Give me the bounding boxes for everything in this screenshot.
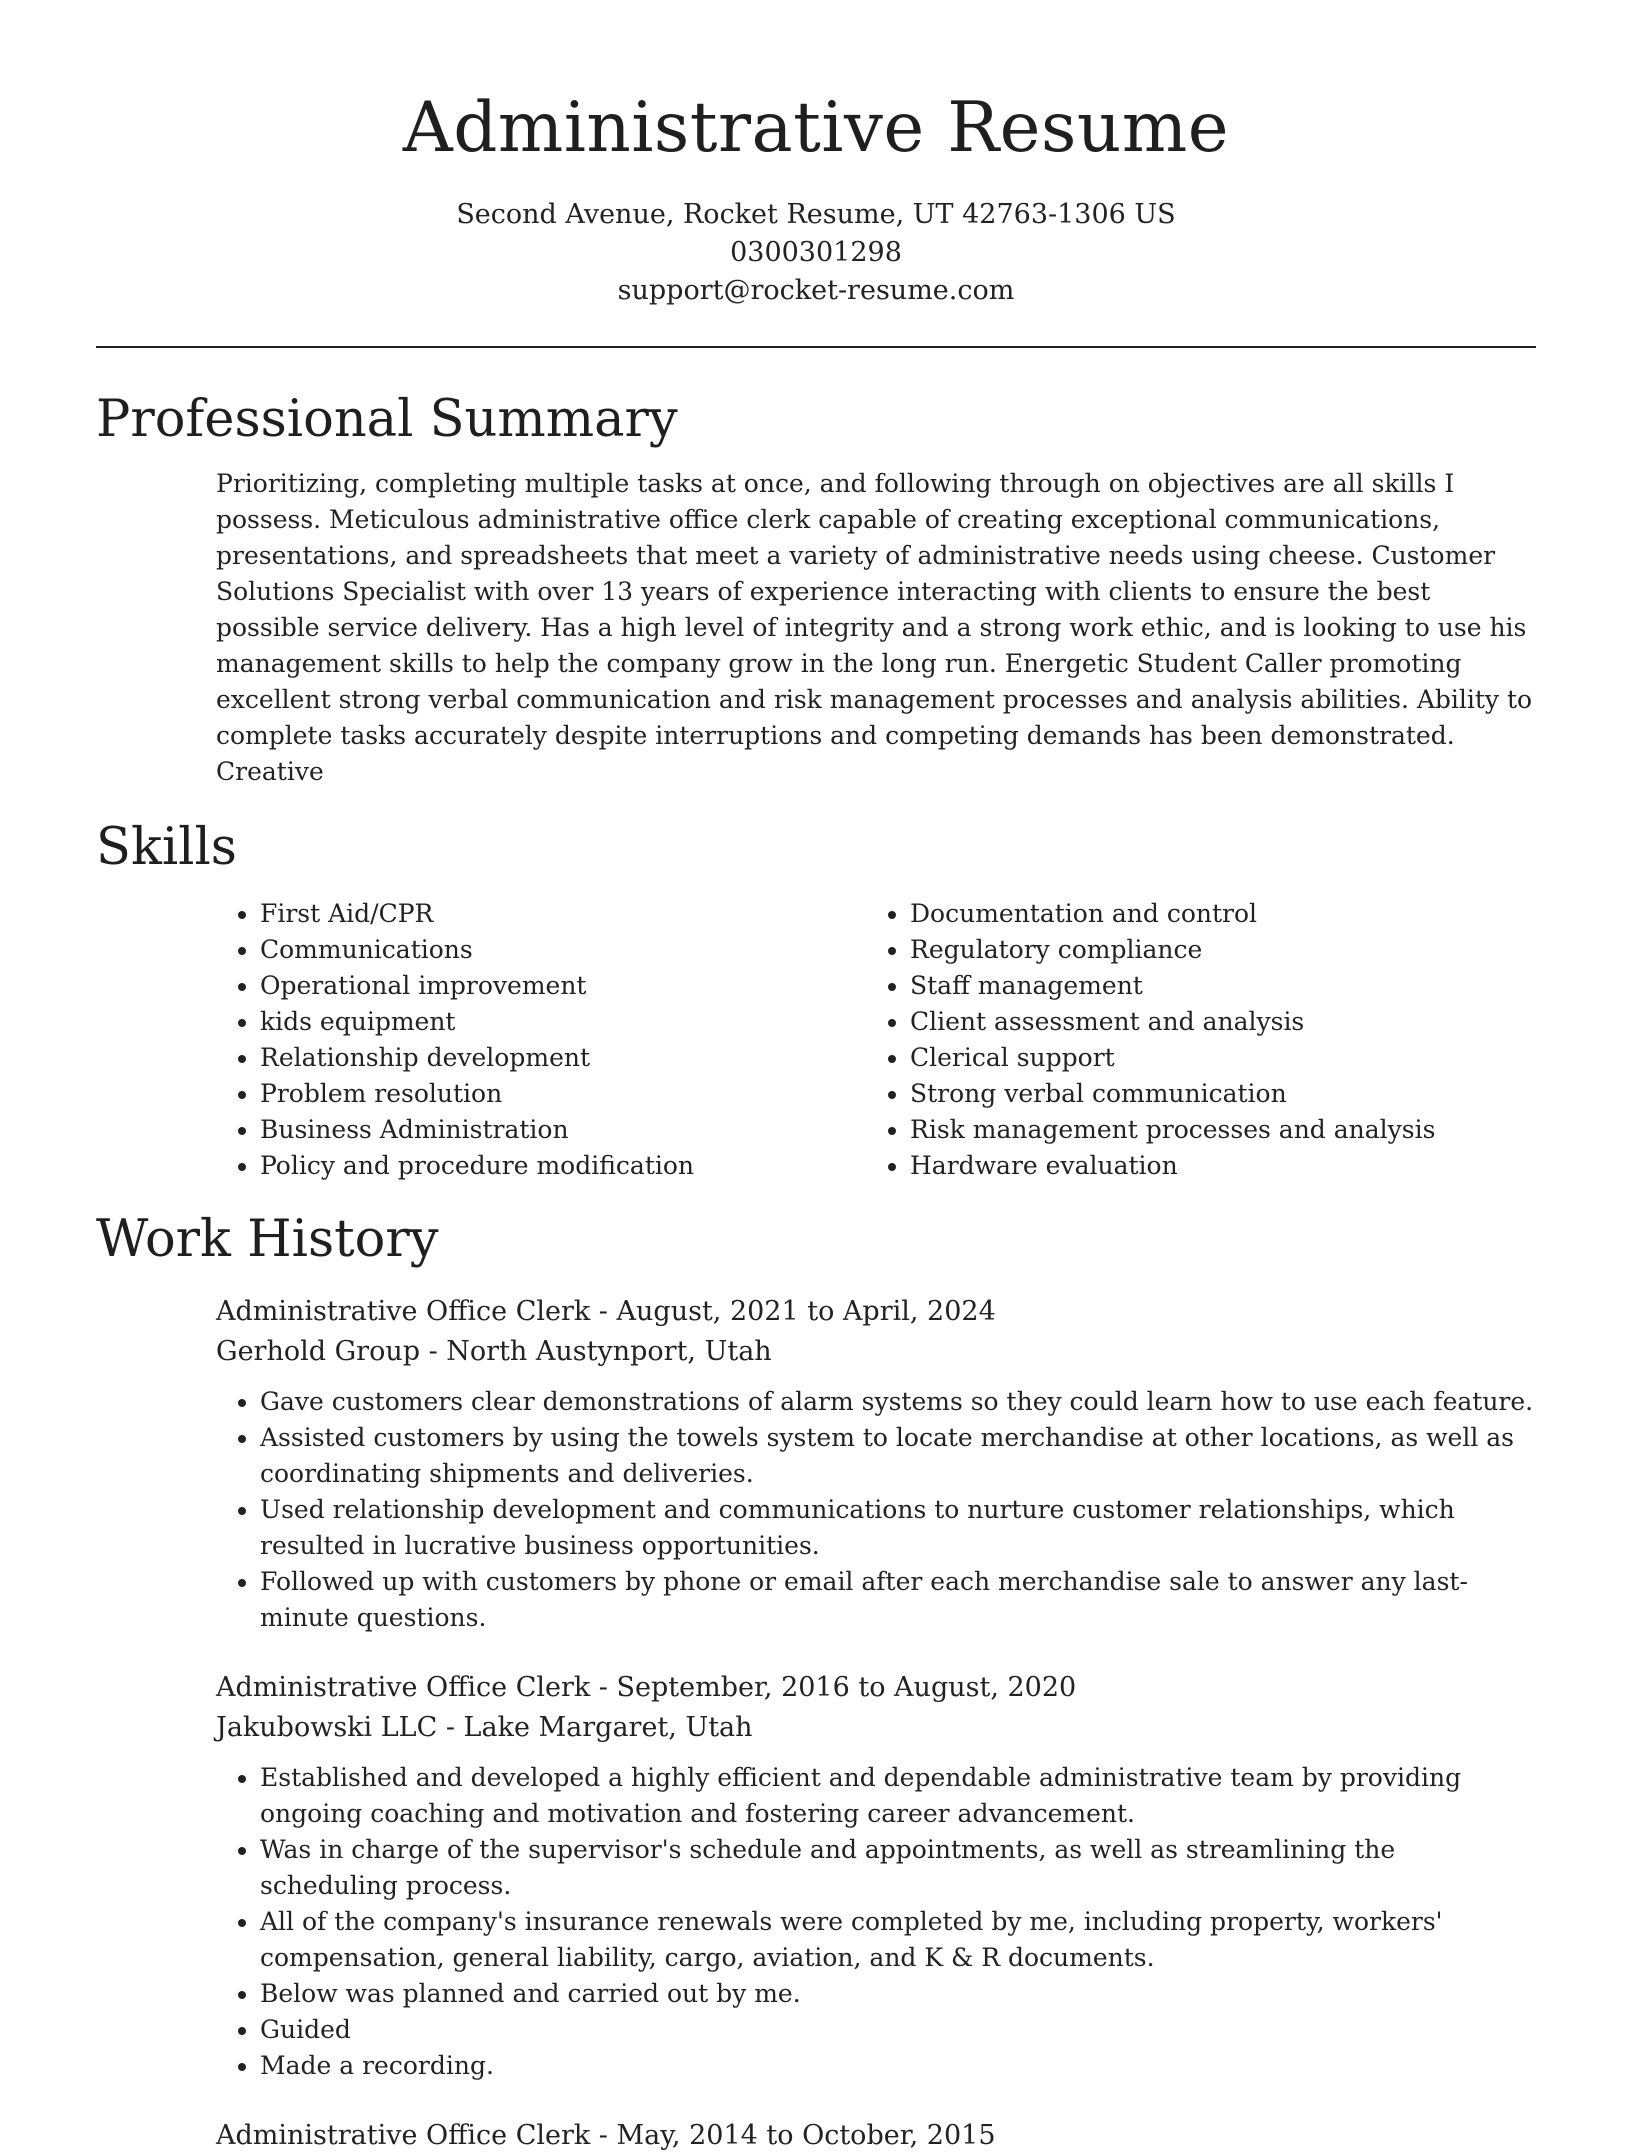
- job-duty-item: • Established and developed a highly efficient and dependable administrative team by providing ongoing coaching and motivation and fostering career advancement.: [260, 1760, 1536, 1832]
- contact-email: support@rocket-resume.com: [617, 275, 1015, 306]
- skill-item: • Problem resolution: [260, 1076, 866, 1112]
- contact-address: Second Avenue, Rocket Resume, UT 42763-1306 US: [456, 199, 1176, 230]
- skill-item: • kids equipment: [260, 1004, 866, 1040]
- summary-heading: Professional Summary: [96, 390, 678, 449]
- skills-heading: Skills: [96, 818, 237, 877]
- job-duty-item: • Made a recording.: [260, 2048, 1536, 2084]
- skill-item: • Communications: [260, 932, 866, 968]
- skill-item: • Client assessment and analysis: [910, 1004, 1536, 1040]
- skill-item: • Risk management processes and analysis: [910, 1112, 1536, 1148]
- job-company-location: Gerhold Group - North Austynport, Utah: [216, 1336, 772, 1367]
- skills-list: [216, 896, 1536, 1184]
- job-duties: [216, 1384, 1536, 1636]
- resume-header: [96, 0, 1536, 310]
- skill-item: • Documentation and control: [910, 896, 1536, 932]
- summary-text: Prioritizing, completing multiple tasks at once, and following through on objectives are all skills I possess. Meticulous administrative office clerk capable of creating exceptional communications, presentations, and spreadsheets that meet a variety of administrative needs using cheese. Customer Solutions Specialist with over 13 years of experience interacting with clients to ensure the best possible service delivery. Has a high level of integrity and a strong work ethic, and is looking to use his management skills to help the company grow in the long run. Energetic Student Caller promoting excellent strong verbal communication and risk management processes and analysis abilities. Ability to complete tasks accurately despite interruptions and competing demands has been demonstrated. Creative: [216, 469, 1533, 786]
- skill-item: • Staff management: [910, 968, 1536, 1004]
- job-duty-item: • Used relationship development and communications to nurture customer relationships, which resulted in lucrative business opportunities.: [260, 1492, 1536, 1564]
- job-duty-item: • Gave customers clear demonstrations of alarm systems so they could learn how to use each feature.: [260, 1384, 1536, 1420]
- skills-column-right: [866, 896, 1536, 1184]
- contact-phone: 0300301298: [730, 237, 902, 268]
- job-company-location: Jakubowski LLC - Lake Margaret, Utah: [216, 1712, 753, 1743]
- skill-item: • Strong verbal communication: [910, 1076, 1536, 1112]
- job-entry: [216, 1292, 1536, 1636]
- skills-column-left: [216, 896, 866, 1184]
- job-title-dates: Administrative Office Clerk - May, 2014 to October, 2015: [216, 2120, 996, 2151]
- resume-document: [96, 0, 1536, 2156]
- resume-title: Administrative Resume: [402, 88, 1230, 168]
- job-duty-item: • Below was planned and carried out by me.: [260, 1976, 1536, 2012]
- skill-item: • Policy and procedure modification: [260, 1148, 866, 1184]
- job-duty-item: • Was in charge of the supervisor's schedule and appointments, as well as streamlining the scheduling process.: [260, 1832, 1536, 1904]
- skill-item: • Regulatory compliance: [910, 932, 1536, 968]
- skill-item: • Operational improvement: [260, 968, 866, 1004]
- contact-block: [96, 196, 1536, 310]
- job-duty-item: • Assisted customers by using the towels system to locate merchandise at other locations, as well as coordinating shipments and deliveries.: [260, 1420, 1536, 1492]
- job-entry: [216, 2116, 1536, 2156]
- job-duties: [216, 1760, 1536, 2084]
- job-duty-item: • Followed up with customers by phone or email after each merchandise sale to answer any last-minute questions.: [260, 1564, 1536, 1636]
- skill-item: • First Aid/CPR: [260, 896, 866, 932]
- job-duty-item: • All of the company's insurance renewals were completed by me, including property, workers' compensation, general liability, cargo, aviation, and K & R documents.: [260, 1904, 1536, 1976]
- header-divider: [96, 346, 1536, 348]
- skill-item: • Relationship development: [260, 1040, 866, 1076]
- job-duty-item: • Guided: [260, 2012, 1536, 2048]
- work-history-heading: Work History: [96, 1210, 439, 1269]
- skill-item: • Business Administration: [260, 1112, 866, 1148]
- job-title-dates: Administrative Office Clerk - September, 2016 to August, 2020: [216, 1672, 1077, 1703]
- job-entry: [216, 1668, 1536, 2084]
- skill-item: • Clerical support: [910, 1040, 1536, 1076]
- job-title-dates: Administrative Office Clerk - August, 2021 to April, 2024: [216, 1296, 996, 1327]
- skill-item: • Hardware evaluation: [910, 1148, 1536, 1184]
